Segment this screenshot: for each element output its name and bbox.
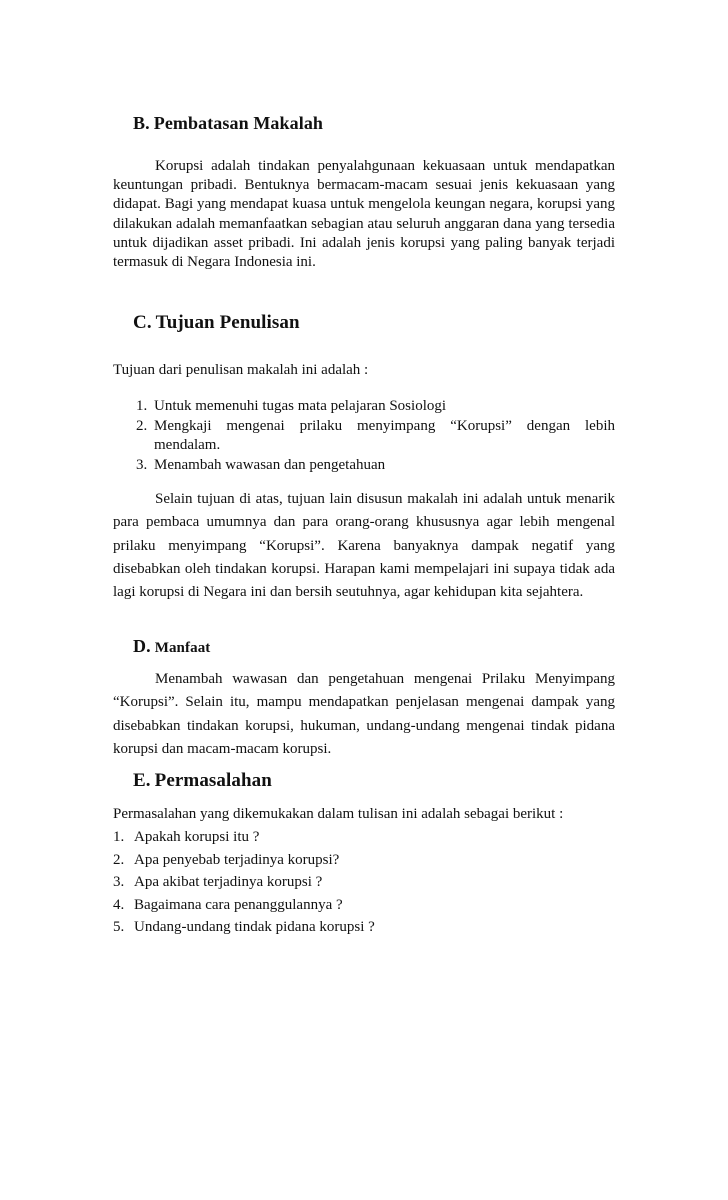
section-c-heading <box>133 312 300 334</box>
list-item-text: Untuk memenuhi tugas mata pelajaran Sosiologi <box>154 398 447 414</box>
section-c-letter: C. <box>133 312 152 333</box>
list-item <box>113 894 615 917</box>
list-item <box>113 871 615 894</box>
list-item-number: 2. <box>136 417 148 434</box>
list-item-text: Bagaimana cara penanggulannya ? <box>134 896 343 913</box>
section-c-title: Tujuan Penulisan <box>155 312 300 333</box>
section-e-intro: Permasalahan yang dikemukakan dalam tulisan ini adalah sebagai berikut : <box>113 806 564 822</box>
section-c-intro: Tujuan dari penulisan makalah ini adalah : <box>113 362 369 378</box>
list-item-text: Undang-undang tindak pidana korupsi ? <box>134 919 375 935</box>
list-item-text: Apa penyebab terjadinya korupsi? <box>134 851 340 868</box>
section-e-title: Permasalahan <box>154 770 272 791</box>
list-item <box>113 826 615 849</box>
list-item-number: 3. <box>113 874 125 890</box>
goals-list <box>136 397 615 475</box>
list-item-number: 4. <box>113 896 125 913</box>
list-item-text: Apa akibat terjadinya korupsi ? <box>134 874 323 890</box>
problems-list <box>113 826 615 939</box>
list-item-number: 1. <box>136 398 148 414</box>
list-item-text: Mengkaji mengenai prilaku menyimpang “Korupsi” dengan lebih mendalam. <box>154 417 615 453</box>
list-item <box>113 849 615 872</box>
list-item-number: 2. <box>113 851 125 868</box>
section-d-letter: D. <box>133 636 151 656</box>
section-e-letter: E. <box>133 770 151 791</box>
list-item-number: 5. <box>113 919 125 935</box>
section-d-paragraph: Menambah wawasan dan pengetahuan mengenai Prilaku Menyimpang “Korupsi”. Selain itu, mampu mendapatkan penjelasan mengenai dampak yang disebabkan tindakan korupsi, hukuman, undang-undang mengenai tindak pidana korupsi dan macam-macam korupsi. <box>113 671 615 757</box>
section-b-letter: B. <box>133 113 150 133</box>
section-e-heading <box>133 770 272 792</box>
list-item <box>113 916 615 939</box>
section-b-title: Pembatasan Makalah <box>153 113 324 133</box>
list-item <box>136 417 615 456</box>
section-d-heading <box>133 636 210 657</box>
list-item-number: 3. <box>136 456 148 473</box>
list-item <box>136 397 615 417</box>
section-b-heading <box>133 113 323 134</box>
list-item-text: Apakah korupsi itu ? <box>134 829 260 845</box>
list-item <box>136 456 615 476</box>
section-b-paragraph: Korupsi adalah tindakan penyalahgunaan kekuasaan untuk mendapatkan keuntungan pribadi. Bentuknya bermacam-macam sesuai jenis kekuasaan yang didapat. Bagi yang mendapat kuasa untuk mengelola keungan negara, korupsi yang dilakukan adalah memanfaatkan sebagian atau seluruh anggaran dana yang tersedia untuk dijadikan asset pribadi. Ini adalah jenis korupsi yang paling banyak terjadi termasuk di Negara Indonesia ini. <box>113 158 615 271</box>
list-item-text: Menambah wawasan dan pengetahuan <box>154 456 386 473</box>
section-c-paragraph: Selain tujuan di atas, tujuan lain disusun makalah ini adalah untuk menarik para pembaca umumnya dan para orang-orang khususnya agar lebih mengenal prilaku menyimpang “Korupsi”. Karena banyaknya dampak negatif yang disebabkan oleh tindakan korupsi. Harapan kami mempelajari ini supaya tidak ada lagi korupsi di Negara ini dan bersih seutuhnya, agar kehidupan kita sejahtera. <box>113 491 615 601</box>
section-d-title: Manfaat <box>154 640 211 656</box>
list-item-number: 1. <box>113 829 125 845</box>
